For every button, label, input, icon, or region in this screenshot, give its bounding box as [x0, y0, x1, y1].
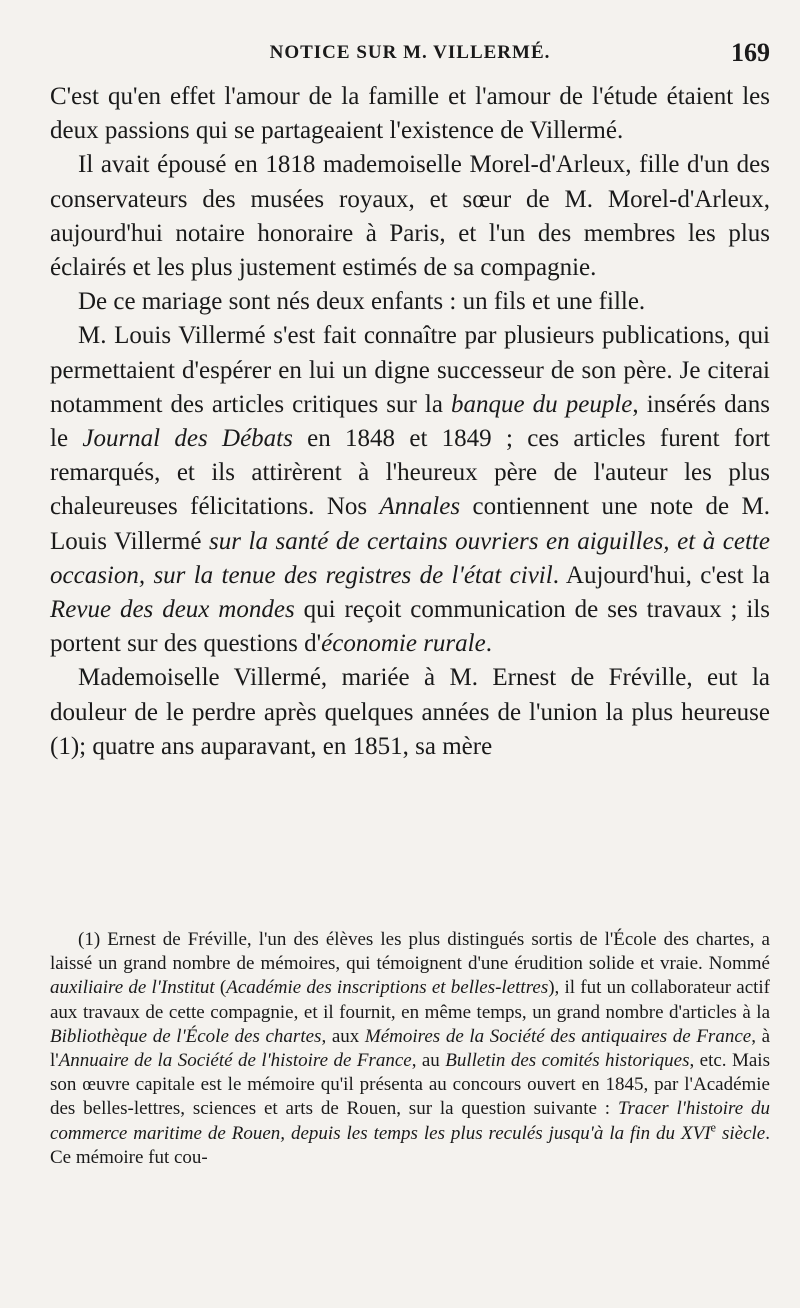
italic-title: sur la santé de certains ouvriers en aiguilles, et à cette occasion, sur la tenue des registres de l'état civil: [50, 527, 770, 589]
text-run: , insérés dans le: [50, 390, 771, 453]
paragraph-5: Mademoiselle Villermé, mariée à M. Ernest de Fréville, eut la douleur de le perdre après quelques années de l'union la plus heureuse (1); quatre ans auparavant, en 1851, sa mère: [50, 664, 770, 760]
text-run: en 1848 et 1849 ; ces articles furent fort remarqués, et ils attirèrent à l'heureux père de l'auteur les plus chaleureuses félicitations. Nos: [50, 425, 770, 521]
italic-title: Académie des inscriptions et belles-lettres: [226, 977, 549, 999]
text-run: ), il fut un collaborateur actif aux travaux de cette compagnie, et il fournit, en même temps, un grand nombre d'articles à la: [50, 977, 771, 1023]
text-run: . Ce mémoire fut cou-: [50, 1122, 770, 1168]
italic-title: Bulletin des comités historiques: [445, 1050, 690, 1072]
body-text: [50, 80, 770, 764]
text-run: , au: [411, 1050, 446, 1072]
text-run: M. Louis Villermé s'est fait connaître par plusieurs publications, qui permettaient d'espérer en lui un digne successeur de son père. Je citerai notamment des articles critiques sur la: [50, 322, 770, 418]
italic-title: banque du peuple: [451, 390, 633, 418]
paragraph-2: Il avait épousé en 1818 mademoiselle Morel-d'Arleux, fille d'un des conservateurs des musées royaux, et sœur de M. Morel-d'Arleux, aujourd'hui notaire honoraire à Paris, et l'un des membres les plus éclairés et les plus justement estimés de sa compagnie.: [50, 151, 770, 282]
italic-title: Annales: [379, 493, 461, 521]
text-run: , à l': [50, 1025, 771, 1072]
italic-title: Revue des deux mondes: [50, 596, 295, 624]
italic-title: Mémoires de la Société des antiquaires de France: [364, 1025, 752, 1047]
italic-title: Journal des Débats: [82, 425, 293, 453]
text-run: .: [485, 630, 492, 658]
italic-title: auxiliaire de l'Institut: [50, 977, 215, 999]
text-run: contiennent une note de M. Louis Villermé: [50, 493, 770, 555]
footnote: [50, 928, 770, 1170]
page-number: 169: [731, 38, 770, 67]
text-run: (: [214, 977, 227, 999]
superscript: e: [710, 1120, 717, 1135]
running-title: NOTICE SUR M. VILLERMÉ.: [269, 42, 551, 63]
page-header: [50, 38, 770, 72]
text-run: qui reçoit communication de ses travaux ; ils portent sur des questions d': [50, 596, 770, 658]
italic-title: Bibliothèque de l'École des chartes: [50, 1025, 322, 1047]
italic-title: siècle: [716, 1122, 766, 1144]
paragraph-3: De ce mariage sont nés deux enfants : un fils et une fille.: [78, 288, 646, 316]
paragraph-4: [50, 319, 770, 661]
text-run: (1) Ernest de Fréville, l'un des élèves les plus distingués sortis de l'École des chartes, a laissé un grand nombre de mémoires, qui témoignent d'une érudition solide et vraie. Nommé: [50, 929, 770, 975]
paragraph-1: C'est qu'en effet l'amour de la famille et l'amour de l'étude étaient les deux passions qui se partageaient l'existence de Villermé.: [50, 83, 770, 145]
italic-title: Tracer l'histoire du commerce maritime de Rouen, depuis les temps les plus reculés jusqu'à la fin du XVI: [50, 1098, 770, 1144]
footnote-paragraph: [50, 928, 770, 1170]
text-run: , etc. Mais son œuvre capitale est le mémoire qu'il présenta au concours ouvert en 1845, par l'Académie des belles-lettres, sciences et arts de Rouen, sur la question suivante :: [50, 1050, 770, 1120]
italic-title: Annuaire de la Société de l'histoire de France: [58, 1050, 412, 1072]
italic-title: économie rurale: [321, 630, 486, 658]
text-run: . Aujourd'hui, c'est la: [552, 561, 770, 589]
text-run: , aux: [321, 1025, 365, 1047]
